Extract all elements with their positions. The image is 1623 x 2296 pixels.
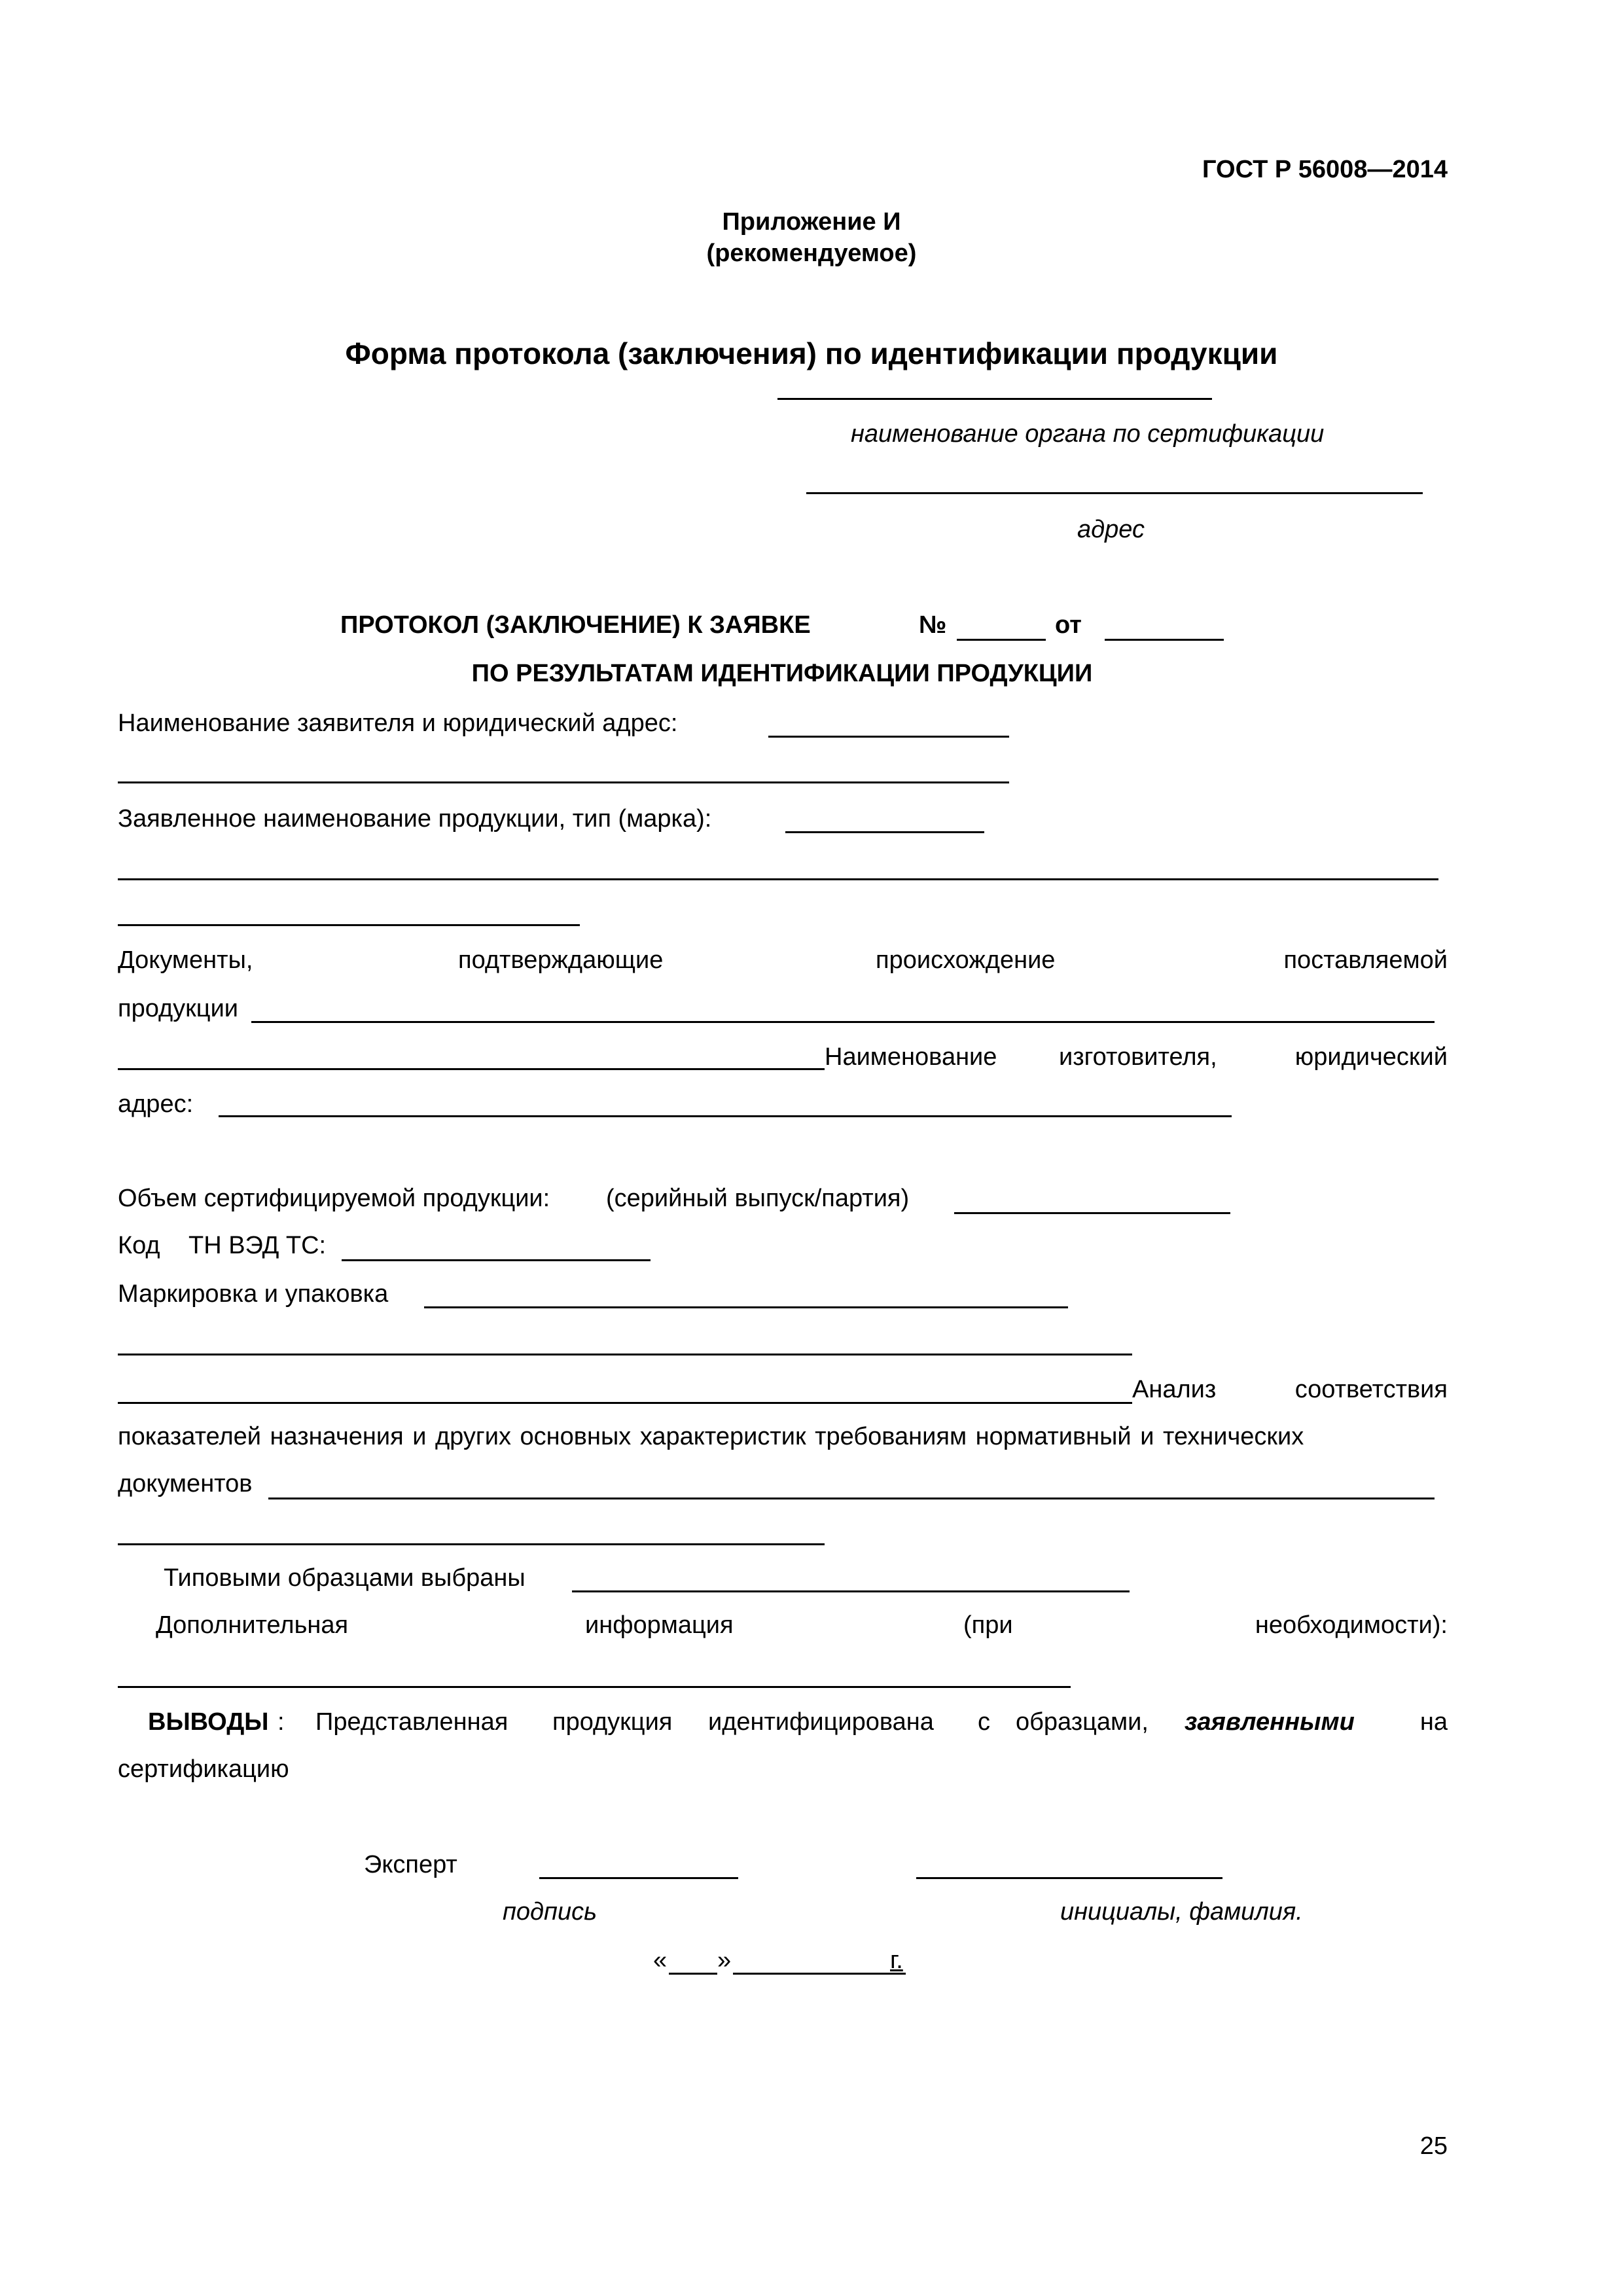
volume-line [954, 1212, 1230, 1214]
applicant-line-2 [118, 781, 1009, 783]
marking-line-3 [118, 1402, 1132, 1404]
product-name-line-3 [118, 924, 580, 926]
product-name-line-2 [118, 878, 1438, 880]
authority-name-caption: наименование органа по сертификации [851, 420, 1325, 448]
page-number: 25 [1419, 2132, 1448, 2160]
conclusion-word-7: на [1419, 1708, 1448, 1736]
name-caption: инициалы, фамилия. [1060, 1898, 1303, 1926]
conclusion-line-2: сертификацию [118, 1755, 289, 1783]
docs-word-3: происхождение [876, 946, 1056, 974]
protocol-heading-line1: ПРОТОКОЛ (ЗАКЛЮЧЕНИЕ) К ЗАЯВКЕ [340, 611, 811, 639]
applicant-label: Наименование заявителя и юридический адрес: [118, 709, 678, 737]
conclusion-word-3: идентифицирована [708, 1708, 934, 1736]
protocol-number-line [957, 639, 1046, 641]
signature-caption: подпись [503, 1898, 597, 1926]
appendix-note: (рекомендуемое) [706, 240, 917, 267]
marking-line-1 [424, 1306, 1068, 1308]
product-name-line-1 [785, 831, 984, 833]
name-line [916, 1877, 1222, 1879]
analysis-line-a [268, 1498, 1435, 1499]
marking-label: Маркировка и упаковка [118, 1280, 389, 1308]
extra-word-3: (при [963, 1611, 1013, 1639]
protocol-date-line [1105, 639, 1224, 641]
expert-label: Эксперт [364, 1851, 457, 1878]
conclusion-word-1: Представленная [315, 1708, 508, 1736]
conclusion-word-6: заявленными [1185, 1708, 1355, 1736]
appendix-label: Приложение И [722, 208, 901, 236]
analysis-line-b [118, 1543, 825, 1545]
volume-hint: (серийный выпуск/партия) [606, 1185, 910, 1212]
manufacturer-word-3: юридический [1294, 1043, 1448, 1071]
analysis-line-2: показателей назначения и других основных характеристик требованиям нормативный и технических [118, 1423, 1304, 1450]
conclusion-colon: : [277, 1708, 285, 1736]
manufacturer-word-2: изготовителя, [1059, 1043, 1217, 1071]
authority-address-caption: адрес [1077, 516, 1145, 543]
manufacturer-word-4: адрес: [118, 1090, 194, 1118]
protocol-heading-line2: ПО РЕЗУЛЬТАТАМ ИДЕНТИФИКАЦИИ ПРОДУКЦИИ [471, 660, 1093, 687]
analysis-word-2: соответствия [1294, 1376, 1448, 1403]
authority-name-line [777, 398, 1212, 400]
date-year-suffix: г. [890, 1946, 903, 1974]
number-sign: № [919, 611, 947, 639]
page-title: Форма протокола (заключения) по идентификации продукции [345, 336, 1278, 370]
docs-word-4: поставляемой [1283, 946, 1448, 974]
volume-label: Объем сертифицируемой продукции: [118, 1185, 550, 1212]
manufacturer-address-line [219, 1115, 1232, 1117]
code-word-2: ТН ВЭД ТС: [188, 1232, 327, 1259]
standard-number: ГОСТ Р 56008—2014 [1202, 156, 1448, 183]
docs-word-5: продукции [118, 995, 239, 1022]
docs-line-1 [251, 1021, 1435, 1023]
protocol-from-word: от [1055, 611, 1082, 639]
samples-line [572, 1590, 1130, 1592]
signature-line [539, 1877, 738, 1879]
code-line [342, 1259, 651, 1261]
conclusion-label: ВЫВОДЫ [148, 1708, 269, 1736]
applicant-line-1 [768, 736, 1009, 738]
docs-word-2: подтверждающие [458, 946, 664, 974]
docs-line-2 [118, 1068, 825, 1070]
samples-label: Типовыми образцами выбраны [164, 1564, 526, 1592]
extra-line [118, 1686, 1071, 1688]
manufacturer-word-1: Наименование [825, 1043, 997, 1071]
product-name-label: Заявленное наименование продукции, тип (марка): [118, 805, 712, 833]
date-close-quote: » [717, 1946, 732, 1974]
analysis-word-1: Анализ [1132, 1376, 1217, 1403]
code-word-1: Код [118, 1232, 160, 1259]
date-open-quote: « [653, 1946, 668, 1974]
extra-word-1: Дополнительная [156, 1611, 349, 1639]
conclusion-word-2: продукция [552, 1708, 673, 1736]
authority-address-line [806, 492, 1423, 494]
date-month-line [733, 1973, 906, 1975]
extra-word-4: необходимости): [1255, 1611, 1448, 1639]
date-day-line [669, 1973, 717, 1975]
conclusion-word-5: образцами, [1016, 1708, 1149, 1736]
marking-line-2 [118, 1354, 1132, 1355]
analysis-word-3: документов [118, 1470, 253, 1498]
docs-word-1: Документы, [118, 946, 253, 974]
extra-word-2: информация [585, 1611, 734, 1639]
conclusion-word-4: с [978, 1708, 990, 1736]
